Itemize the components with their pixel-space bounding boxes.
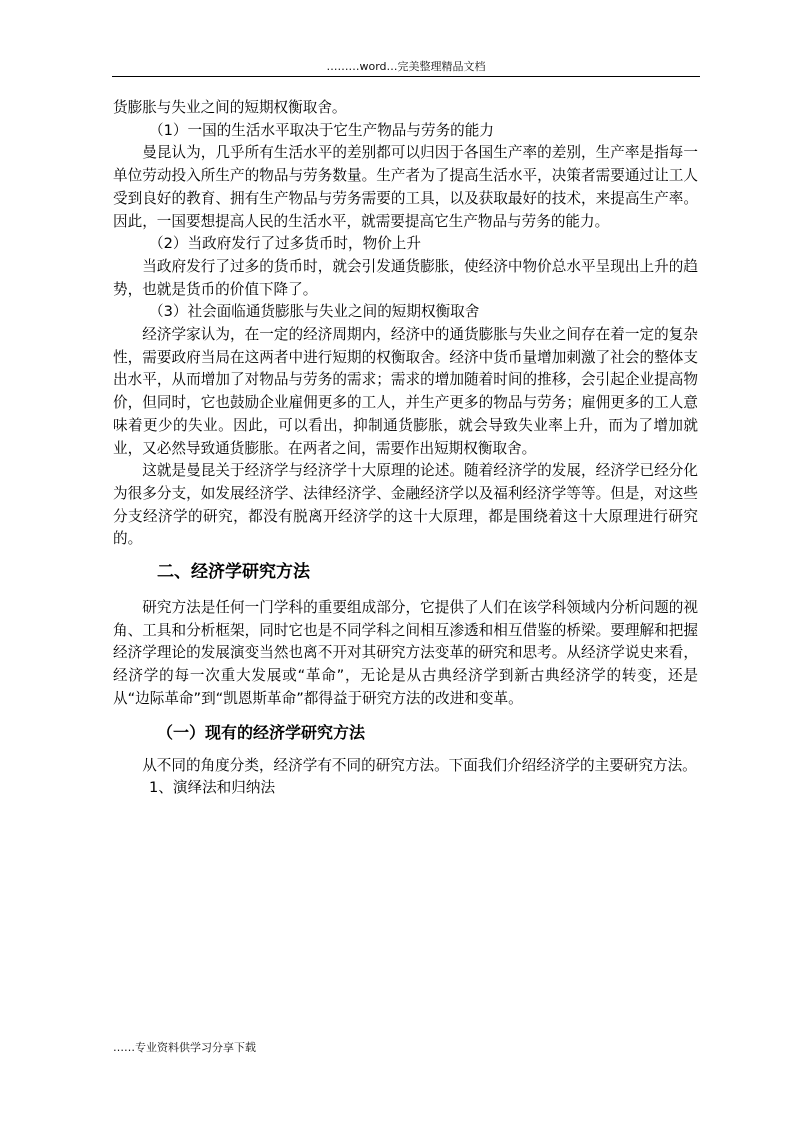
list-item-method: 1、演绎法和归纳法 bbox=[149, 779, 276, 797]
list-item-3: （3）社会面临通货膨胀与失业之间的短期权衡取舍 bbox=[149, 303, 480, 321]
paragraph-continuation: 货膨胀与失业之间的短期权衡取舍。 bbox=[113, 99, 347, 116]
paragraph: 经济学家认为，在一定的经济周期内，经济中的通货膨胀与失业之间存在着一定的复杂性，需要政府当局在这两者中进行短期的权衡取舍。经济中货币量增加刺激了社会的整体支出水平，从而增加了对物品与劳务的需求；需求的增加随着时间的推移，会引起企业提高物价，但同时，它也鼓励企业雇佣更多的工人，并生产更多的物品与劳务；雇佣更多的工人意味着更少的失业。因此，可以看出，抑制通货膨胀，就会导致失业率上升，而为了增加就业，又必然导致通货膨胀。在两者之间，需要作出短期权衡取舍。 bbox=[113, 326, 698, 457]
header-rule bbox=[112, 76, 700, 77]
paragraph: 当政府发行了过多的货币时，就会引发通货膨胀，使经济中物价总水平呈现出上升的趋势，也就是货币的价值下降了。 bbox=[113, 257, 698, 298]
paragraph: 研究方法是任何一门学科的重要组成部分，它提供了人们在该学科领域内分析问题的视角、工具和分析框架，同时它也是不同学科之间相互渗透和相互借鉴的桥梁。要理解和把握经济学理论的发展演变当然也离不开对其研究方法变革的研究和思考。从经济学说史来看，经济学的每一次重大发展或“革命”，无论是从古典经济学到新古典经济学的转变，还是从“边际革命”到“凯恩斯革命”都得益于研究方法的改进和变革。 bbox=[113, 599, 698, 707]
paragraph: 从不同的角度分类，经济学有不同的研究方法。下面我们介绍经济学的主要研究方法。 bbox=[142, 756, 697, 774]
subsection-heading: （一）现有的经济学研究方法 bbox=[157, 722, 366, 742]
paragraph: 曼昆认为，几乎所有生活水平的差别都可以归因于各国生产率的差别，生产率是指每一单位劳动投入所生产的物品与劳务数量。生产者为了提高生活水平，决策者需要通过让工人受到良好的教育、拥有生产物品与劳务需要的工具，以及获取最好的技术，来提高生产率。因此，一国要想提高人民的生活水平，就需要提高它生产物品与劳务的能力。 bbox=[113, 144, 698, 230]
document-body bbox=[113, 97, 698, 800]
section-heading: 二、经济学研究方法 bbox=[157, 562, 310, 583]
page-footer: ……专业资料供学习分享下载 bbox=[113, 1041, 256, 1054]
paragraph: 这就是曼昆关于经济学与经济学十大原理的论述。随着经济学的发展，经济学已经分化为很多分支，如发展经济学、法律经济学、金融经济学以及福利经济学等等。但是，对这些分支经济学的研究，都没有脱离开经济学的这十大原理，都是围绕着这十大原理进行研究的。 bbox=[113, 462, 698, 548]
list-item-1: （1）一国的生活水平取决于它生产物品与劳务的能力 bbox=[149, 121, 494, 139]
list-item-2: （2）当政府发行了过多货币时，物价上升 bbox=[149, 235, 421, 253]
page-header: ………word…完美整理精品文档 bbox=[326, 60, 486, 73]
